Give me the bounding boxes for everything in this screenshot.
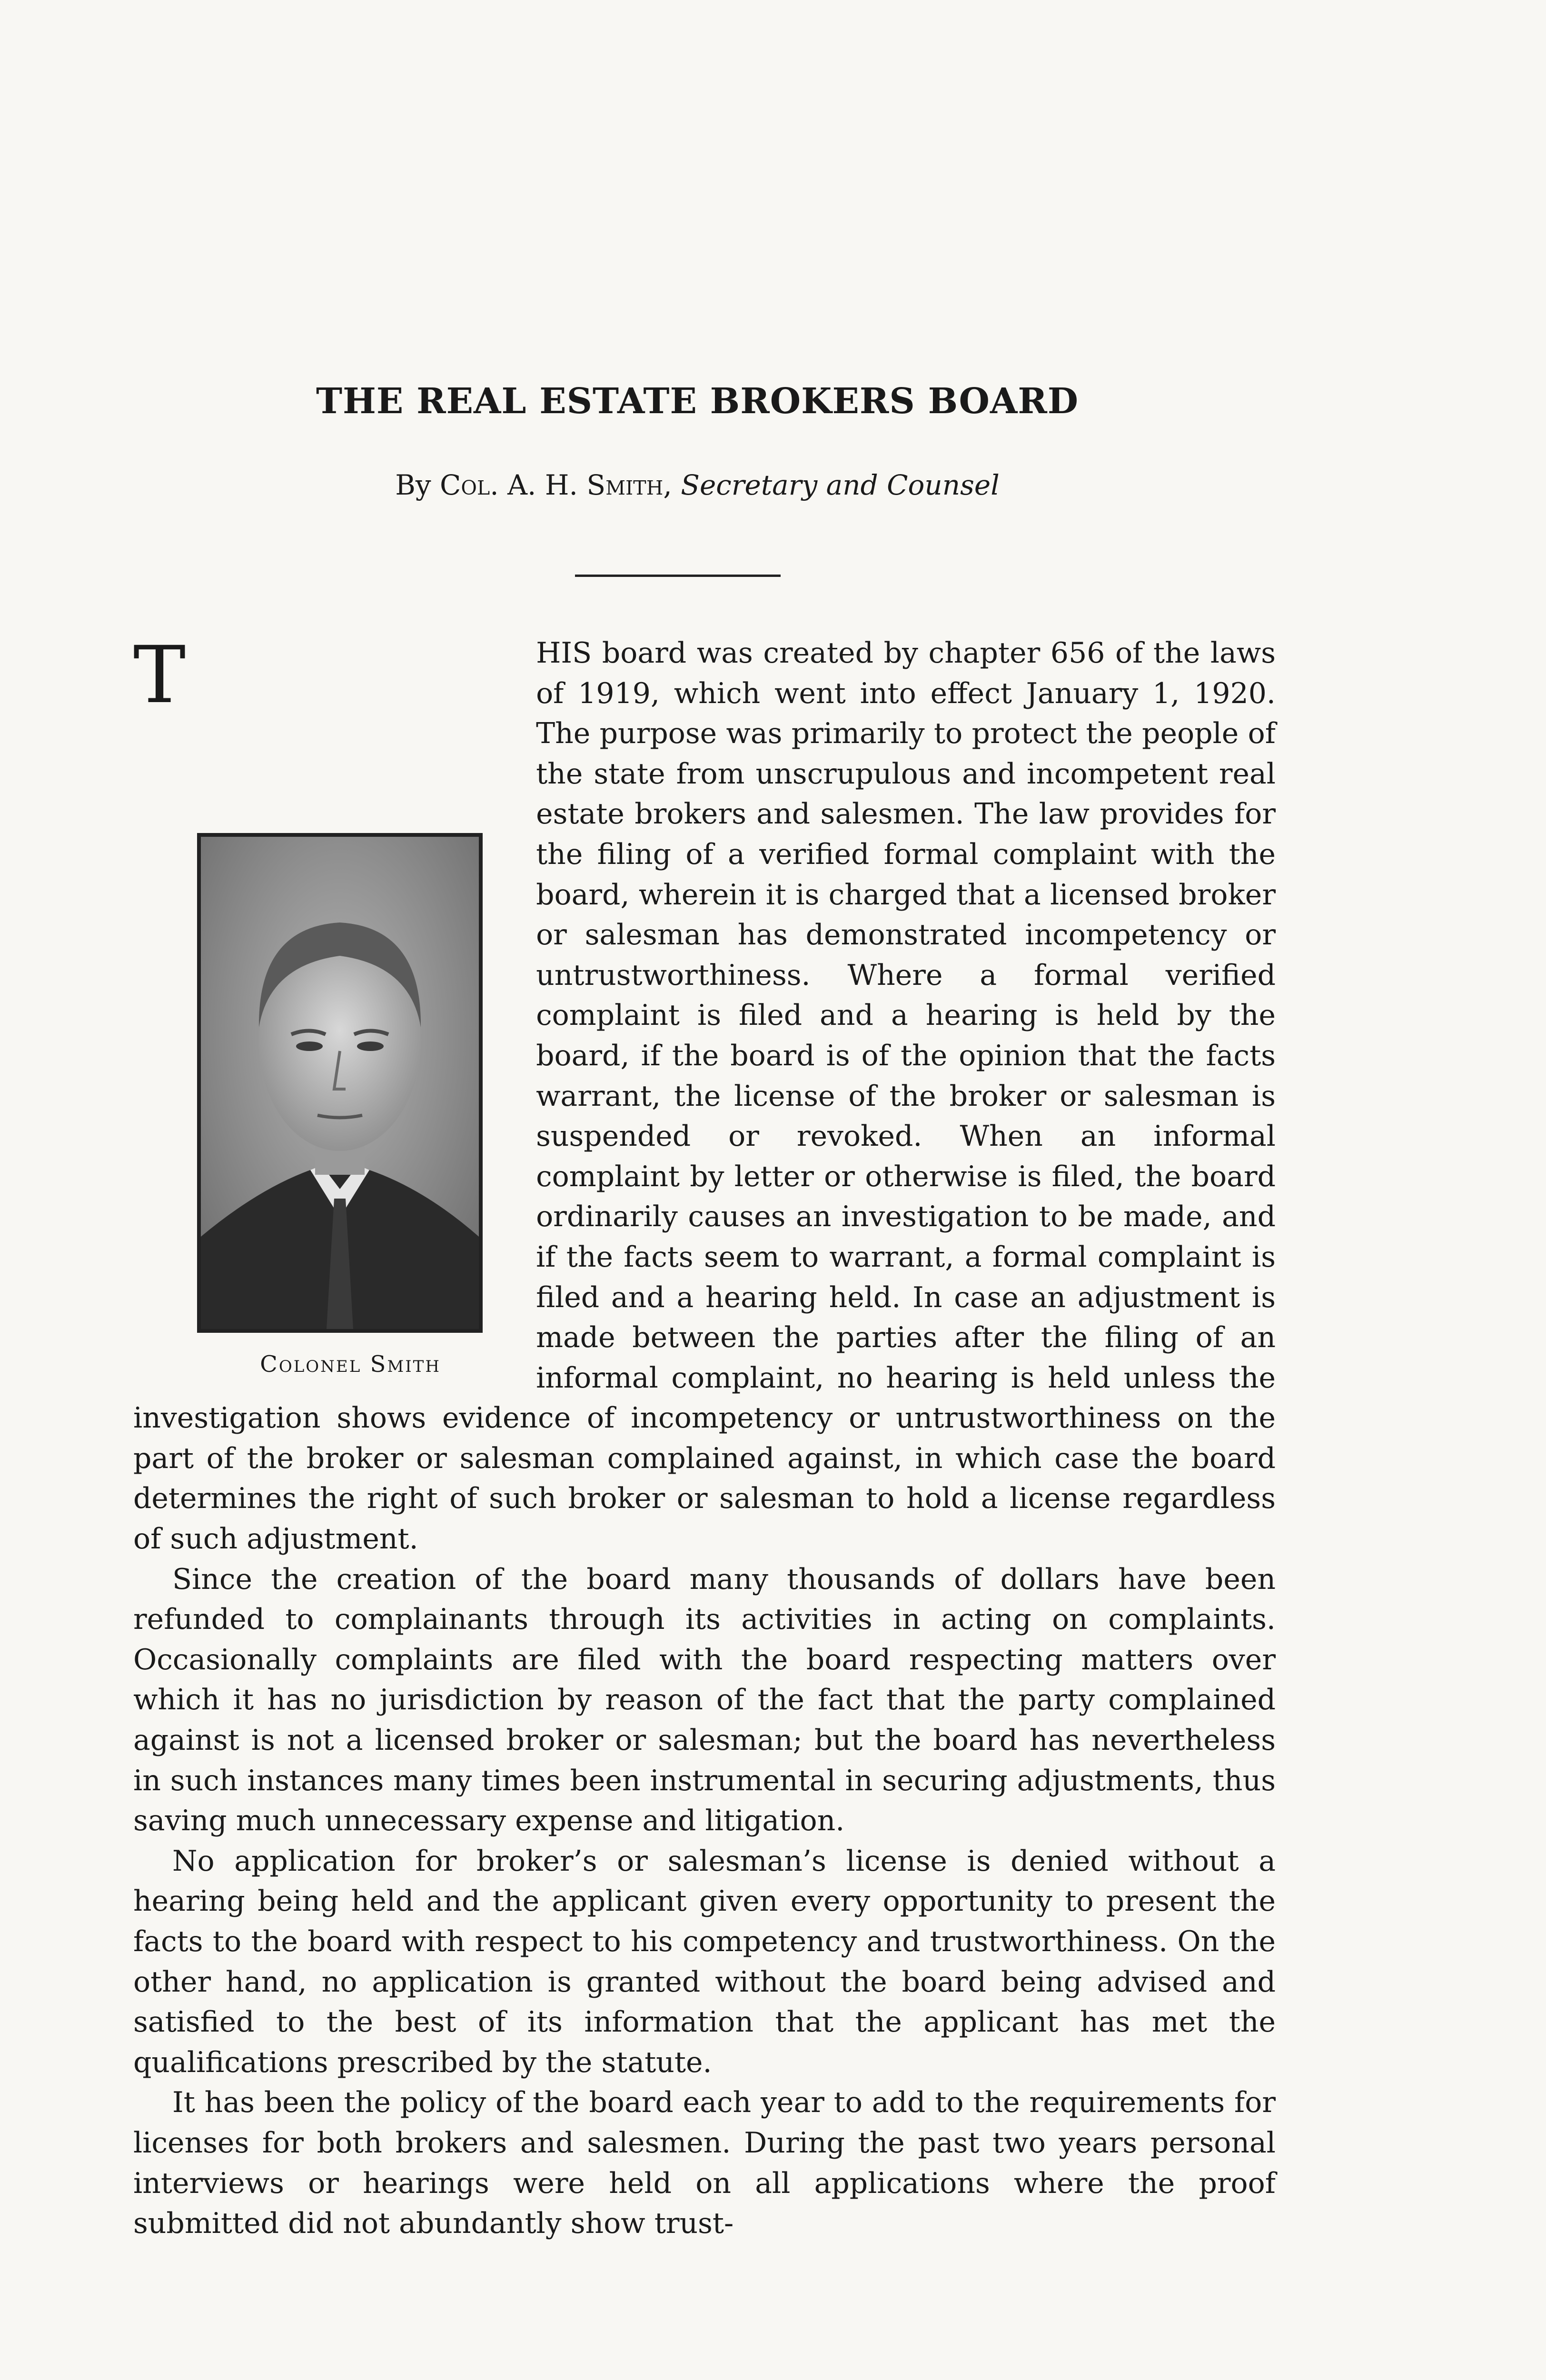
portrait-photo bbox=[197, 833, 483, 1333]
paragraph-2: Since the creation of the board many thousands of dollars have been refunded to complainants through its activities in acting on complaints. Occasionally complaints are filed with the board respecting matters over which it has no jurisdiction by reason of the fact that the party complained against is not a licensed broker or salesman; but the board has nevertheless in such instances many times been instrumental in securing adjustments, thus saving much unnecessary expense and litigation. bbox=[133, 1562, 1276, 1838]
portrait-image bbox=[201, 837, 479, 1329]
article-title: THE REAL ESTATE BROKERS BOARD bbox=[316, 381, 1079, 422]
paragraph-1-text: HIS board was created by chapter 656 of the laws of 1919, which went into effect January 1, 1920. The purpose was primarily to protect the people of the state from unscrupulous and incompetent real estate brokers and salesmen. The law provides for the filing of a verified formal complaint with the board, wherein it is charged that a licensed broker or salesman has demonstrated incompetency or untrustworthiness. Where a formal verified complaint is filed and a hearing is held by the board, if the board is of the opinion that the facts warrant, the license of the broker or salesman is suspended or revoked. When an informal complaint by letter or otherwise is filed, the board ordinarily causes an investigation to be made, and if the facts seem to warrant, a formal complaint is filed and a hearing held. In case an adjustment is made between the parties after the filing of an informal complaint, no hearing is held unless the investigation shows evidence of incompetency or untrustworthiness on the part of the broker or salesman complained against, in which case the board determines the right of such broker or salesman to hold a license regardless of such adjustment. bbox=[133, 636, 1276, 1556]
portrait-figure bbox=[193, 833, 507, 1385]
byline bbox=[0, 469, 1395, 501]
drop-cap: T bbox=[133, 629, 186, 721]
paragraph-3: No application for broker’s or salesman’s license is denied without a hearing being held and the applicant given every opportunity to present the facts to the board with respect to his competency and trustworthiness. On the other hand, no application is granted without the board being advised and satisfied to the best of its information that the applicant has met the qualifications prescribed by the statute. bbox=[133, 1844, 1276, 2079]
byline-prefix: By bbox=[395, 469, 431, 501]
paragraph-1 bbox=[133, 629, 1276, 1559]
portrait-caption: Colonel Smith bbox=[260, 1351, 441, 1378]
article-body bbox=[133, 629, 1276, 2244]
paragraph-4: It has been the policy of the board each year to add to the requirements for licenses for both brokers and salesmen. During the past two years personal interviews or hearings were held on all applications where the proof submitted did not abundantly show trust- bbox=[133, 2086, 1276, 2241]
byline-author: Col. A. H. Smith, bbox=[440, 469, 672, 501]
title-divider bbox=[575, 575, 781, 577]
byline-role: Secretary and Counsel bbox=[681, 469, 1000, 501]
